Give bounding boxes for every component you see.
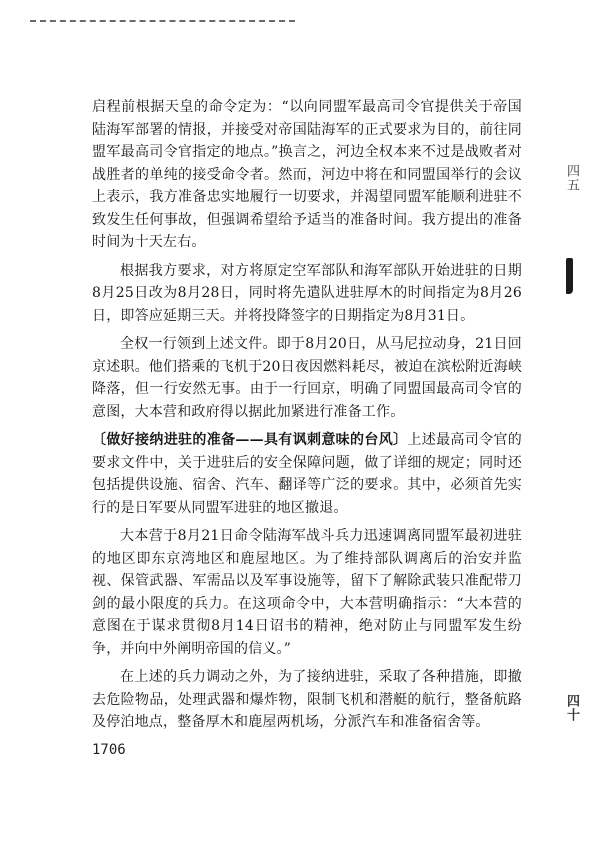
- paragraph-6: 在上述的兵力调动之外，为了接纳进驻，采取了各种措施，即撤去危险物品，处理武器和爆炸物，限制飞机和潜艇的航行，整备航路及停泊地点，整备厚木和鹿屋两机场，分派汽车和准备宿舍等。: [92, 669, 522, 730]
- page-number: 1706: [92, 742, 126, 758]
- paragraph-1: 启程前根据天皇的命令定为：“以向同盟军最高司令官提供关于帝国陆海军部署的情报，并接受对帝国陆海军的正式要求为目的，前往同盟军最高司令官指定的地点。”换言之，河边全权本来不过是战败者对战胜者的单纯的接受命令者。然而，河边中将在和同盟国举行的会议上表示，我方准备忠实地履行一切要求，并渴望同盟军能顺利进驻不致发生任何事故，但强调希望给予适当的准备时间。我方提出的准备时间为十天左右。: [92, 99, 522, 250]
- paragraph-3: 全权一行领到上述文件。即于8月20日，从马尼拉动身，21日回京述职。他们搭乘的飞机于20日夜因燃料耗尽，被迫在滨松附近海峡降落，但一行安然无事。由于一行回京，明确了同盟国最高司令官的意图，大本营和政府得以据此加紧进行准备工作。: [92, 336, 523, 420]
- paragraph-2: 根据我方要求，对方将原定空军部队和海军部队开始进驻的日期8月25日改为8月28日，同时将先遣队进驻厚木的时间指定为8月26日，即答应延期三天。并将投降签字的日期指定为8月31日。: [92, 262, 522, 324]
- page-body: [92, 96, 522, 740]
- paragraph-4-text: 上述最高司令官的要求文件中，关于进驻后的安全保障问题，做了详细的规定；同时还包括提供设施、宿舍、汽车、翻译等广泛的要求。其中，必须首先实行的是日军要从同盟军进驻的地区撤退。: [92, 432, 522, 516]
- margin-label-bottom: 四十: [564, 694, 579, 722]
- paragraph-5: 大本营于8月21日命令陆海军战斗兵力迅速调离同盟军最初进驻的地区即东京湾地区和鹿屋地区。为了维持部队调离后的治安并监视、保管武器、军需品以及军事设施等，留下了解除武装只准配带刀剑的最小限度的兵力。在这项命令中，大本营明确指示：“大本营的意图在于谋求贯彻8月14日诏书的精神，绝对防止与同盟军发生纷争，并向中外阐明帝国的信义。”: [92, 528, 522, 657]
- margin-label-top: 四五: [564, 164, 579, 192]
- header-dashed-rule: [30, 20, 295, 22]
- paragraph-4: [92, 429, 522, 519]
- margin-ink-mark: [566, 258, 573, 294]
- section-heading: 〔做好接纳进驻的准备——具有讽刺意味的台风〕: [92, 432, 408, 448]
